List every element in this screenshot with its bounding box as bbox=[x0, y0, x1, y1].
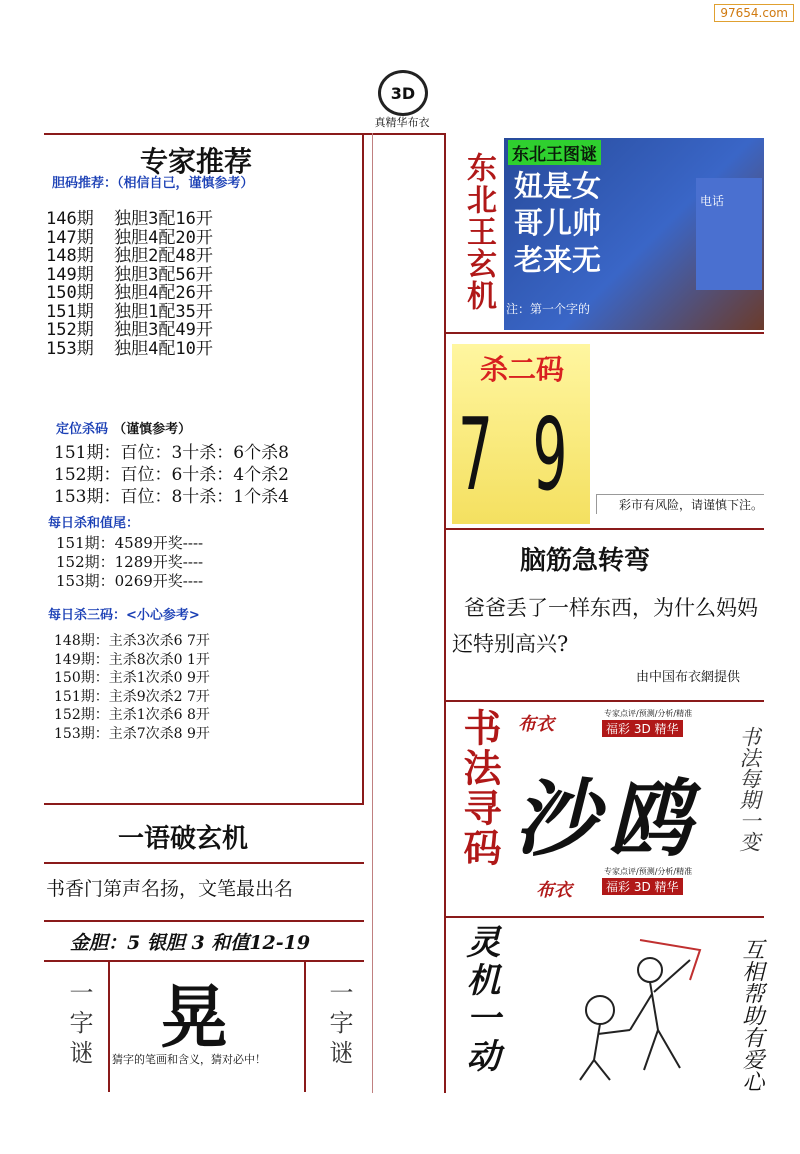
sum-tail-row: 153期：0269开奖---- bbox=[56, 572, 204, 590]
calligraphy-side-right: 书法每期一变 bbox=[737, 726, 761, 852]
logo-subtitle: 真精华布衣 bbox=[374, 116, 430, 129]
riddle-hint: 猜字的笔画和含义，猜对必中！ bbox=[112, 1053, 266, 1066]
northeast-line: 哥儿帅 bbox=[514, 206, 602, 240]
expert-row: 152期 独胆3配49开 bbox=[46, 320, 213, 340]
northeast-line: 老来无 bbox=[514, 243, 602, 277]
calligraphy-tag-small-bottom: 专家点评/预测/分析/精准 bbox=[604, 867, 693, 876]
position-kill-list bbox=[54, 442, 289, 508]
kill-two-box bbox=[452, 344, 590, 524]
one-word-text: 书香门第声名扬，文笔最出名 bbox=[46, 878, 294, 900]
brain-title: 脑筋急转弯 bbox=[520, 546, 651, 576]
sum-tail-row: 152期：1289开奖---- bbox=[56, 553, 204, 571]
top-rule-mid bbox=[364, 133, 446, 135]
position-kill-row: 153期：百位：8十杀：1个杀4 bbox=[54, 487, 289, 507]
calligraphy-tag-bottom: 福彩 3D 精华 bbox=[602, 878, 683, 895]
brain-credit: 由中国布衣網提供 bbox=[636, 670, 741, 685]
northeast-note: 注：第一个字的 bbox=[506, 302, 591, 316]
sum-tail-list bbox=[56, 534, 203, 591]
brain-question: 爸爸丢了一样东西，为什么妈妈还特别高兴? bbox=[452, 596, 758, 656]
northeast-lines bbox=[514, 168, 601, 279]
calligraphy-brand-top: 布衣 bbox=[518, 714, 554, 735]
rule-one-word-bottom bbox=[44, 862, 364, 864]
expert-row: 153期 独胆4配10开 bbox=[46, 338, 213, 359]
inspiration-caption: 互相帮助有爱心 bbox=[739, 938, 764, 1092]
position-kill-row: 151期：百位：3十杀：6个杀8 bbox=[54, 443, 289, 463]
position-kill-header bbox=[56, 418, 191, 437]
kill-two-digits: 7 9 bbox=[458, 396, 568, 513]
calligraphy-brand-bottom: 布衣 bbox=[536, 880, 572, 901]
sum-tail-title: 每日杀和值尾： bbox=[48, 516, 140, 531]
rule-brain-bottom bbox=[446, 700, 764, 702]
calligraphy-tag-small-top: 专家点评/预测/分析/精准 bbox=[604, 709, 693, 718]
phone-box bbox=[696, 178, 762, 290]
expert-list bbox=[46, 210, 213, 358]
kill-three-row: 149期：主杀8次杀0 1开 bbox=[54, 651, 210, 668]
expert-title: 专家推荐 bbox=[140, 145, 253, 178]
divider-left-col bbox=[362, 133, 364, 803]
northeast-image bbox=[504, 138, 764, 330]
northeast-line: 妞是女 bbox=[514, 169, 602, 203]
position-kill-row: 152期：百位：6十杀：4个杀2 bbox=[54, 465, 289, 485]
divider-gap bbox=[372, 133, 373, 1093]
site-watermark: 97654.com bbox=[714, 4, 794, 22]
kill-three-row: 152期：主杀1次杀6 8开 bbox=[54, 707, 210, 724]
calligraphy-text: 沙鸥 bbox=[514, 769, 703, 868]
3d-logo: 3D bbox=[378, 70, 428, 116]
calligraphy-image bbox=[508, 708, 730, 908]
riddle-side-left: 一字谜 bbox=[65, 980, 93, 1070]
expert-row: 148期 独胆2配48开 bbox=[46, 246, 213, 266]
top-rule-left bbox=[44, 133, 364, 135]
riddle-char: 晃 bbox=[160, 978, 229, 1058]
rule-gold bbox=[44, 920, 364, 922]
sum-tail-row: 151期：4589开奖---- bbox=[56, 534, 204, 552]
expert-row: 149期 独胆3配56开 bbox=[46, 264, 213, 285]
expert-row: 151期 独胆1配35开 bbox=[46, 301, 213, 322]
kill-three-title: 每日杀三码：<小心参考> bbox=[48, 608, 200, 623]
divider-right-col bbox=[444, 133, 446, 1093]
expert-row: 150期 独胆4配26开 bbox=[46, 283, 213, 303]
rule-kill-two-bottom bbox=[446, 528, 764, 530]
phone-label: 电话 bbox=[700, 194, 725, 208]
calligraphy-tag-top: 福彩 3D 精华 bbox=[602, 720, 683, 737]
expert-row: 147期 独胆4配20开 bbox=[46, 227, 213, 248]
rule-ne-bottom bbox=[446, 332, 764, 334]
riddle-side-right: 一字谜 bbox=[325, 980, 353, 1070]
kill-two-label: 杀二码 bbox=[480, 353, 565, 386]
rule-one-word bbox=[44, 803, 364, 805]
inspiration-title: 灵机一动 bbox=[460, 924, 500, 1076]
kill-three-row: 151期：主杀9次杀2 7开 bbox=[54, 688, 210, 705]
gold-line: 金胆：5 银胆 3 和值12-19 bbox=[70, 932, 311, 954]
kill-three-row: 153期：主杀7次杀8 9开 bbox=[54, 725, 210, 742]
calligraphy-side-title: 书法寻码 bbox=[457, 708, 501, 868]
northeast-banner: 东北王图谜 bbox=[508, 140, 601, 165]
kill-two-warning: 彩市有风险，请谨慎下注。 bbox=[596, 494, 764, 514]
rule-riddle bbox=[44, 960, 364, 962]
riddle-divider-right bbox=[304, 960, 306, 1092]
kill-three-list bbox=[54, 632, 210, 744]
expert-row: 146期 独胆3配16开 bbox=[46, 209, 213, 229]
one-word-title: 一语破玄机 bbox=[118, 824, 249, 854]
position-kill-title: 定位杀码 bbox=[56, 422, 109, 437]
helping-people-illustration bbox=[540, 930, 730, 1090]
position-kill-note: （谨慎参考） bbox=[113, 422, 192, 437]
rule-calligraphy-bottom bbox=[446, 916, 764, 918]
kill-three-row: 148期：主杀3次杀6 7开 bbox=[54, 633, 210, 649]
kill-three-row: 150期：主杀1次杀0 9开 bbox=[54, 670, 210, 687]
northeast-side-title: 东北王玄机 bbox=[461, 152, 496, 312]
riddle-divider-left bbox=[108, 960, 110, 1092]
expert-subtitle: 胆码推荐：（相信自己，谨慎参考） bbox=[52, 176, 254, 191]
